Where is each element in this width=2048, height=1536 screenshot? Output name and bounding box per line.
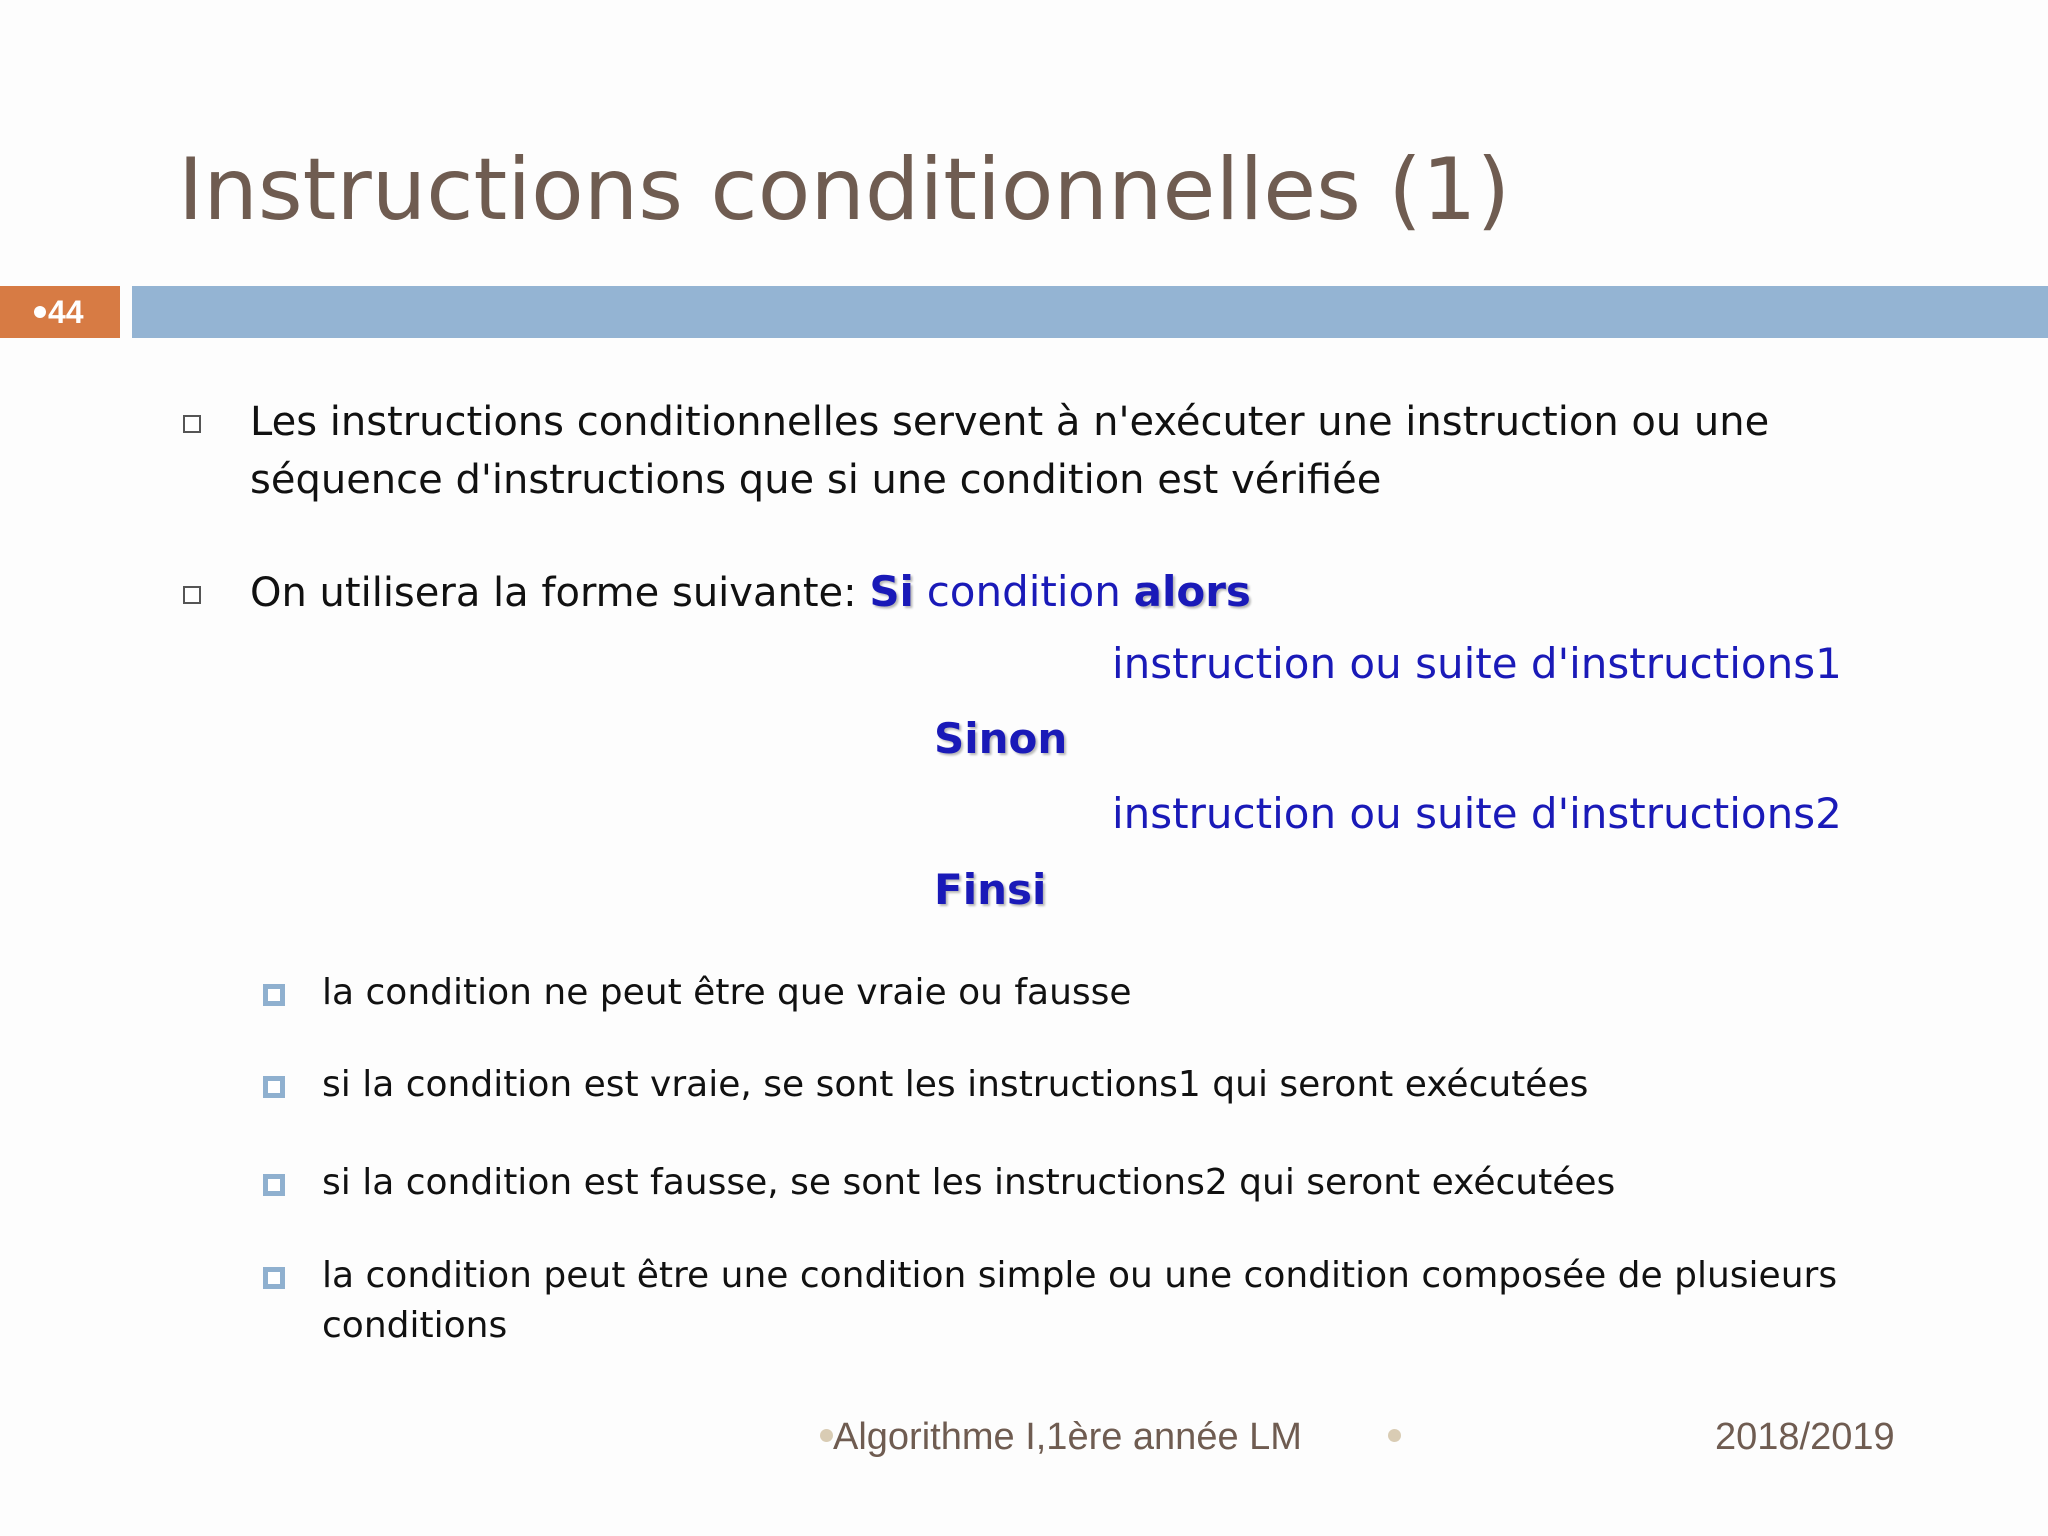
bullet-1-line-1: Les instructions conditionnelles servent à n'exécuter une instruction ou une	[250, 399, 1770, 445]
syntax-intro: On utilisera la forme suivante:	[250, 570, 857, 616]
keyword-finsi: Finsi	[934, 865, 1047, 914]
sub-bullet-2: si la condition est vraie, se sont les instructions1 qui seront exécutées	[322, 1064, 1589, 1105]
syntax-condition: condition	[926, 567, 1121, 616]
square-bullet-icon	[183, 586, 201, 604]
sub-bullet-icon	[263, 984, 285, 1006]
footer-course-text: Algorithme I,1ère année LM	[833, 1416, 1302, 1458]
sub-bullet-icon	[263, 1267, 285, 1289]
footer-year: 2018/2019	[1715, 1416, 1895, 1458]
keyword-si: Si	[869, 567, 914, 616]
title-underline-bar	[132, 286, 2048, 338]
bullet-1-line-2: séquence d'instructions que si une condition est vérifiée	[250, 457, 1382, 503]
sub-bullet-icon	[263, 1076, 285, 1098]
syntax-instructions-2: instruction ou suite d'instructions2	[1112, 789, 1842, 838]
sub-bullet-icon	[263, 1174, 285, 1196]
sub-bullet-4-line-2: conditions	[322, 1305, 508, 1346]
bullet-dot-icon	[34, 306, 46, 318]
slide-number-badge	[0, 286, 120, 338]
sub-bullet-1: la condition ne peut être que vraie ou fausse	[322, 972, 1132, 1013]
bullet-2-line	[250, 563, 1251, 622]
footer-separator	[1388, 1416, 1401, 1459]
square-bullet-icon	[183, 415, 201, 433]
slide-number: 44	[48, 294, 84, 330]
footer-dot-icon	[1388, 1429, 1401, 1442]
sub-bullet-4-line-1: la condition peut être une condition simple ou une condition composée de plusieurs	[322, 1255, 1838, 1296]
footer-dot-icon	[820, 1429, 833, 1442]
syntax-instructions-1: instruction ou suite d'instructions1	[1112, 639, 1842, 688]
footer-course	[820, 1416, 1302, 1459]
sub-bullet-3: si la condition est fausse, se sont les instructions2 qui seront exécutées	[322, 1162, 1616, 1203]
keyword-sinon: Sinon	[934, 714, 1068, 763]
keyword-alors: alors	[1133, 567, 1251, 616]
slide-title: Instructions conditionnelles (1)	[178, 140, 1511, 240]
